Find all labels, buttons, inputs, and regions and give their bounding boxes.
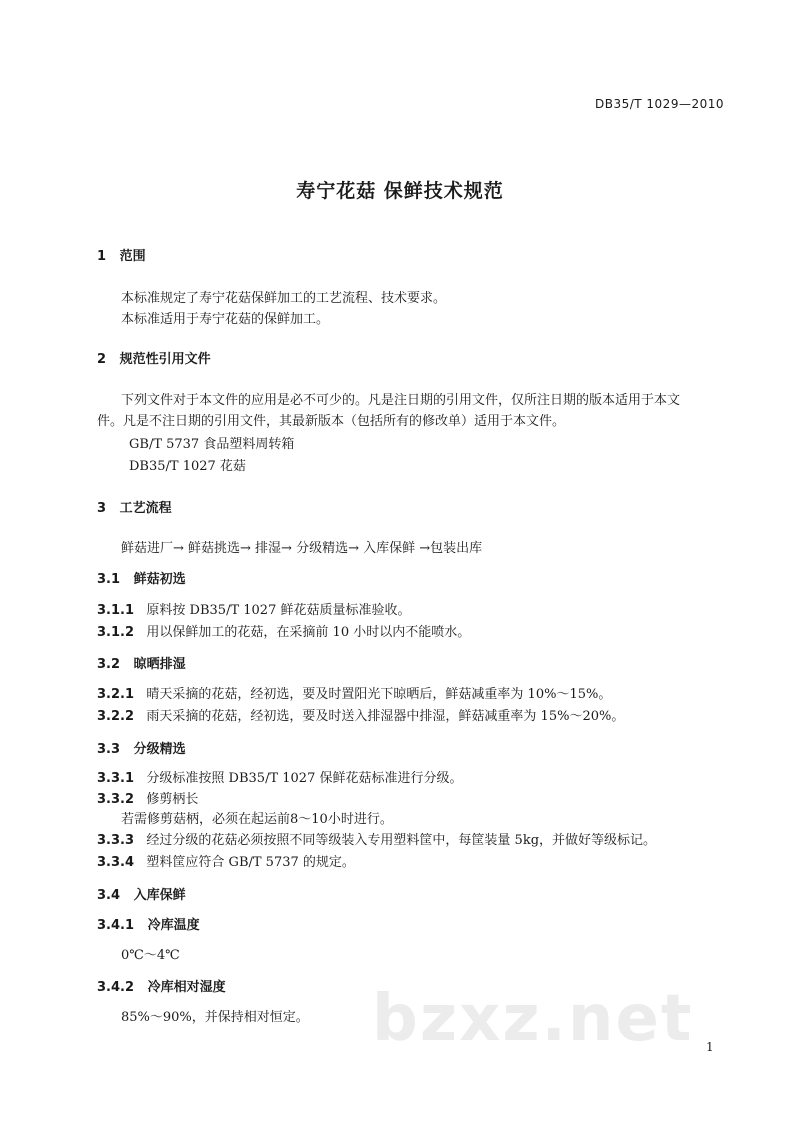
section-title: 工艺流程 bbox=[119, 501, 172, 516]
clause-title: 冷库相对湿度 bbox=[147, 980, 226, 995]
clause-number: 3.3.3 bbox=[97, 833, 135, 848]
clause-number: 3.3.4 bbox=[97, 855, 135, 870]
clause-text: 用以保鲜加工的花菇，在采摘前 10 小时以内不能喷水。 bbox=[146, 625, 471, 640]
clause-number: 3.2.2 bbox=[97, 709, 135, 724]
clause-body: 若需修剪菇柄，必须在起运前8～10小时进行。 bbox=[121, 812, 393, 827]
clause-heading bbox=[97, 976, 226, 995]
clause bbox=[97, 829, 656, 848]
clause bbox=[97, 705, 624, 724]
subsection-number: 3.3 bbox=[97, 742, 121, 757]
clause-body: 85%～90%，并保持相对恒定。 bbox=[121, 1010, 309, 1025]
clause-text: 分级标准按照 DB35/T 1027 保鲜花菇标准进行分级。 bbox=[146, 771, 463, 786]
clause-number: 3.3.2 bbox=[97, 792, 135, 807]
clause bbox=[97, 851, 355, 870]
subsection-number: 3.2 bbox=[97, 657, 121, 672]
section-title: 范围 bbox=[119, 249, 146, 264]
clause-text: 塑料筐应符合 GB/T 5737 的规定。 bbox=[146, 855, 355, 870]
subsection-number: 3.1 bbox=[97, 572, 121, 587]
process-flow: 鲜菇进厂→ 鲜菇挑选→ 排湿→ 分级精选→ 入库保鲜 →包装出库 bbox=[121, 541, 483, 556]
clause-number: 3.1.2 bbox=[97, 625, 135, 640]
clause-text: 晴天采摘的花菇，经初选，要及时置阳光下晾晒后，鲜菇减重率为 10%～15%。 bbox=[146, 687, 612, 702]
section-1-heading bbox=[97, 245, 146, 264]
clause-number: 3.2.1 bbox=[97, 687, 135, 702]
section-number: 1 bbox=[97, 249, 107, 264]
section-number: 3 bbox=[97, 501, 107, 516]
section-number: 2 bbox=[97, 352, 107, 367]
clause bbox=[97, 621, 470, 640]
clause-text: 原料按 DB35/T 1027 鲜花菇质量标准验收。 bbox=[146, 603, 411, 618]
subsection-title: 分级精选 bbox=[133, 742, 186, 757]
paragraph: 本标准适用于寿宁花菇的保鲜加工。 bbox=[121, 312, 330, 327]
paragraph: 下列文件对于本文件的应用是必不可少的。凡是注日期的引用文件，仅所注日期的版本适用于本文 bbox=[121, 393, 681, 408]
clause-number: 3.4.2 bbox=[97, 980, 135, 995]
subsection-title: 鲜菇初选 bbox=[133, 572, 186, 587]
reference-item: DB35/T 1027 花菇 bbox=[129, 459, 246, 474]
subsection-title: 入库保鲜 bbox=[133, 888, 186, 903]
subsection-3-2-heading bbox=[97, 653, 186, 672]
reference-item: GB/T 5737 食品塑料周转箱 bbox=[129, 437, 295, 452]
watermark: bzxz.net bbox=[372, 982, 694, 1056]
section-title: 规范性引用文件 bbox=[119, 352, 211, 367]
clause-number: 3.1.1 bbox=[97, 603, 135, 618]
clause-text: 雨天采摘的花菇，经初选，要及时送入排湿器中排湿，鲜菇减重率为 15%～20%。 bbox=[146, 709, 625, 724]
clause bbox=[97, 788, 198, 807]
clause-title: 冷库温度 bbox=[147, 918, 200, 933]
clause bbox=[97, 683, 611, 702]
subsection-title: 晾晒排湿 bbox=[133, 657, 186, 672]
paragraph: 本标准规定了寿宁花菇保鲜加工的工艺流程、技术要求。 bbox=[121, 291, 447, 306]
subsection-3-1-heading bbox=[97, 568, 186, 587]
clause-body: 0℃～4℃ bbox=[121, 948, 180, 963]
document-number: DB35/T 1029—2010 bbox=[594, 97, 724, 111]
clause-number: 3.4.1 bbox=[97, 918, 135, 933]
page-number: 1 bbox=[706, 1040, 714, 1054]
page-title: 寿宁花菇 保鲜技术规范 bbox=[296, 180, 504, 202]
clause-text: 修剪柄长 bbox=[146, 792, 199, 807]
subsection-3-3-heading bbox=[97, 738, 186, 757]
clause bbox=[97, 599, 410, 618]
section-2-heading bbox=[97, 348, 211, 367]
clause bbox=[97, 767, 462, 786]
section-3-heading bbox=[97, 497, 172, 516]
clause-number: 3.3.1 bbox=[97, 771, 135, 786]
clause-heading bbox=[97, 914, 200, 933]
paragraph: 件。凡是不注日期的引用文件，其最新版本（包括所有的修改单）适用于本文件。 bbox=[97, 414, 566, 429]
subsection-3-4-heading bbox=[97, 884, 186, 903]
subsection-number: 3.4 bbox=[97, 888, 121, 903]
clause-text: 经过分级的花菇必须按照不同等级装入专用塑料筐中，每筐装量 5kg，并做好等级标记。 bbox=[146, 833, 657, 848]
